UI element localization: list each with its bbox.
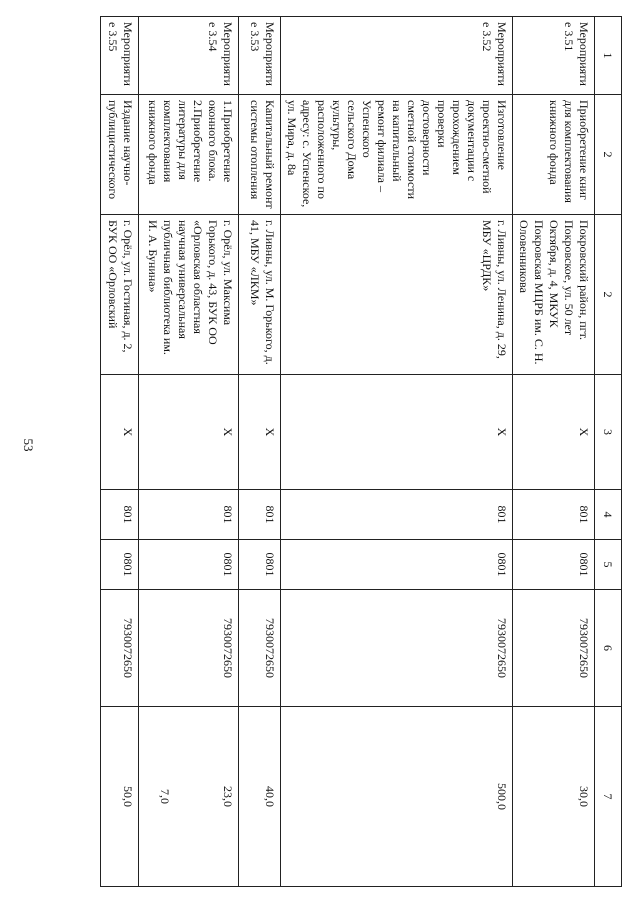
col-header: 3 — [595, 375, 622, 490]
name-cell: Приобретение книг для комплектования книжного фонда — [513, 95, 595, 215]
cell-5: 0801 — [101, 540, 139, 590]
place-cell: г. Орёл, ул. Максима Горького, д. 43, БУК ОО «Орловская областная научная универсальная публичная библиотека им. И. А. Бунина» — [139, 215, 239, 375]
col-header: 6 — [595, 590, 622, 707]
event-cell: Мероприятие 3.51 — [513, 17, 595, 95]
amount-value: 23,0 — [221, 786, 235, 807]
amount-cell — [513, 707, 595, 887]
cell-3: X — [281, 375, 513, 490]
cell-6: 7930072650 — [239, 590, 281, 707]
col-header: 4 — [595, 490, 622, 540]
table-row — [101, 17, 139, 887]
rotated-table-wrapper — [107, 16, 622, 886]
event-cell: Мероприятие 3.53 — [239, 17, 281, 95]
cell-3: X — [239, 375, 281, 490]
amount-cell — [139, 707, 239, 887]
cell-4: 801 — [239, 490, 281, 540]
cell-3: X — [101, 375, 139, 490]
cell-5: 0801 — [281, 540, 513, 590]
place-cell: г. Ливны, ул. Ленина, д. 29, МБУ «ЦРДК» — [281, 215, 513, 375]
amount-cell — [239, 707, 281, 887]
cell-5: 0801 — [139, 540, 239, 590]
table-row — [281, 17, 513, 887]
cell-5: 0801 — [513, 540, 595, 590]
col-header: 2 — [595, 215, 622, 375]
name-cell: Капитальный ремонт системы отопления — [239, 95, 281, 215]
amount-value: 50,0 — [121, 786, 135, 807]
amount-cell — [281, 707, 513, 887]
amount-value: 30,0 — [577, 786, 591, 807]
place-cell: Покровский район, пгт. Покровское, ул. 50 лет Октября, д. 4, МКУК Покровская МЦРБ им. С. Н. Оловенникова — [513, 215, 595, 375]
name-cell: Изготовление проектно-сметной документации с прохождением проверки достоверности сметной стоимости на капитальный ремонт филиала – Успенского сельского Дома культуры, расположенного по адресу: с. Успенское, ул. Мира, д. 8а — [281, 95, 513, 215]
cell-6: 7930072650 — [139, 590, 239, 707]
event-cell: Мероприятие 3.52 — [281, 17, 513, 95]
cell-6: 7930072650 — [101, 590, 139, 707]
event-cell: Мероприятие 3.55 — [101, 17, 139, 95]
table-row — [239, 17, 281, 887]
event-cell: Мероприятие 3.54 — [139, 17, 239, 95]
table-row — [513, 17, 595, 887]
place-cell: г. Ливны, ул. М. Горького, д. 41, МБУ «ЛКМ» — [239, 215, 281, 375]
col-header: 5 — [595, 540, 622, 590]
place-cell: г. Орёл, ул. Гостиная, д. 2, БУК ОО «Орловский — [101, 215, 139, 375]
col-header: 1 — [595, 17, 622, 95]
col-header: 2 — [595, 95, 622, 215]
name-cell: 1.Приобретение оконного блока. 2.Приобретение литературы для комплектования книжного фонда — [139, 95, 239, 215]
table-row — [139, 17, 239, 887]
header-row — [595, 17, 622, 887]
cell-4: 801 — [139, 490, 239, 540]
amount-cell — [101, 707, 139, 887]
amount-value: 7,0 — [158, 789, 172, 804]
cell-3: X — [139, 375, 239, 490]
cell-5: 0801 — [239, 540, 281, 590]
amount-value: 40,0 — [263, 786, 277, 807]
budget-table — [100, 16, 622, 887]
cell-4: 801 — [101, 490, 139, 540]
cell-4: 801 — [281, 490, 513, 540]
col-header: 7 — [595, 707, 622, 887]
name-cell: Издание научно-публицистического — [101, 95, 139, 215]
amount-value: 500,0 — [495, 783, 509, 810]
cell-3: X — [513, 375, 595, 490]
cell-4: 801 — [513, 490, 595, 540]
page-number: 53 — [21, 438, 36, 452]
cell-6: 7930072650 — [513, 590, 595, 707]
cell-6: 7930072650 — [281, 590, 513, 707]
